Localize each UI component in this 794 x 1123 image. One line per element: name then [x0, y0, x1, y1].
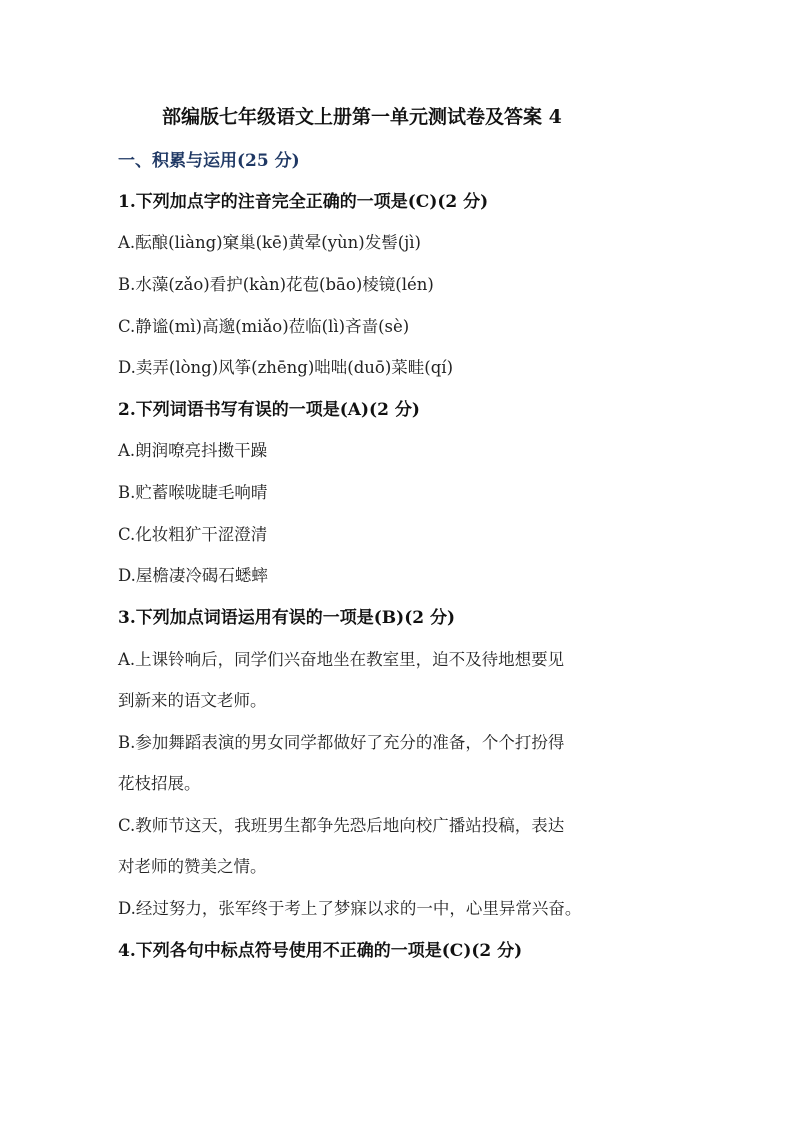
question-3-stem: 3.下列加点词语运用有误的一项是(B)(2 分): [118, 608, 456, 628]
question-3-option-c-line2: 对老师的赞美之情。: [118, 857, 267, 876]
question-2-option-b: B.贮蓄喉咙睫毛响晴: [118, 483, 268, 502]
section-heading: 一、积累与运用(25 分): [118, 151, 300, 171]
question-1-stem: 1.下列加点字的注音完全正确的一项是(C)(2 分): [118, 192, 489, 212]
question-1-option-b: B.水藻(zǎo)看护(kàn)花苞(bāo)棱镜(lén): [118, 275, 434, 294]
question-2-option-d: D.屋檐凄冷碣石蟋蟀: [118, 566, 268, 585]
question-1-option-d: D.卖弄(lòng)风筝(zhēng)咄咄(duō)菜畦(qí): [118, 358, 454, 377]
question-3-option-b-line1: B.参加舞蹈表演的男女同学都做好了充分的准备，个个打扮得: [118, 733, 565, 752]
question-4-stem: 4.下列各句中标点符号使用不正确的一项是(C)(2 分): [118, 941, 523, 961]
question-2-option-c: C.化妆粗犷干涩澄清: [118, 525, 268, 544]
question-1-option-a: A.酝酿(liàng)窠巢(kē)黄晕(yùn)发髻(jì): [118, 233, 421, 252]
question-3-option-b-line2: 花枝招展。: [118, 774, 201, 793]
question-3-option-a-line2: 到新来的语文老师。: [118, 691, 267, 710]
question-2-option-a: A.朗润嘹亮抖擞干躁: [118, 441, 268, 460]
question-2-stem: 2.下列词语书写有误的一项是(A)(2 分): [118, 400, 420, 420]
question-3-option-a-line1: A.上课铃响后，同学们兴奋地坐在教室里，迫不及待地想要见: [118, 650, 565, 669]
question-1-option-c: C.静谧(mì)高邈(miǎo)莅临(lì)吝啬(sè): [118, 317, 410, 336]
document-title: 部编版七年级语文上册第一单元测试卷及答案 4: [162, 106, 562, 128]
question-3-option-c-line1: C.教师节这天，我班男生都争先恐后地向校广播站投稿，表达: [118, 816, 565, 835]
question-3-option-d-line1: D.经过努力，张军终于考上了梦寐以求的一中，心里异常兴奋。: [118, 899, 582, 918]
